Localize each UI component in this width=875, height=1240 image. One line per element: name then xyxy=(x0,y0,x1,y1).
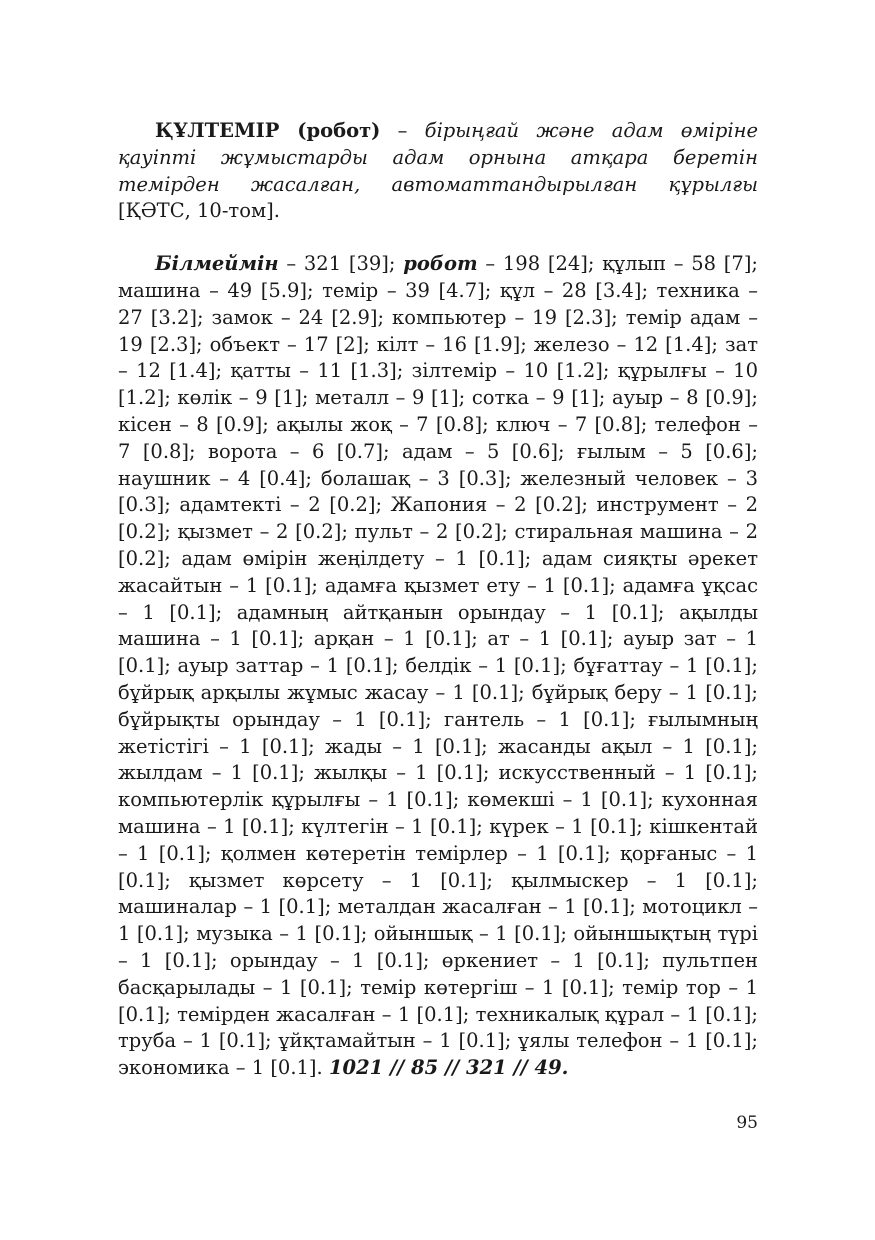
response-values-second: – 198 [24]; xyxy=(477,252,603,276)
headword: ҚҰЛТЕМІР (робот) xyxy=(155,119,381,142)
definition-source: [ҚӘТС, 10-том]. xyxy=(118,199,280,223)
page-body xyxy=(118,118,758,1082)
response-term-first: Білмеймін xyxy=(155,252,279,276)
page-number: 95 xyxy=(736,1113,758,1133)
responses-paragraph xyxy=(118,251,758,1082)
definition-paragraph xyxy=(118,118,758,225)
response-term-second: робот xyxy=(403,252,478,276)
response-totals: 1021 // 85 // 321 // 49. xyxy=(328,1056,569,1080)
headword-dash: – xyxy=(380,119,425,142)
response-values-first: – 321 [39]; xyxy=(278,252,404,276)
definition-text: бірыңғай және адам өміріне қауіпті жұмыстарды адам орнына атқара беретін темірден жасалған, автоматтандырылған құрылғы xyxy=(118,119,758,196)
response-list: құлып – 58 [7]; машина – 49 [5.9]; темір – 39 [4.7]; құл – 28 [3.4]; техника – 27 [3.2]; замок – 24 [2.9]; компьютер – 19 [2.3]; темір адам – 19 [2.3]; объект – 17 [2]; кілт – 16 [1.9]; железо – 12 [1.4]; зат – 12 [1.4]; қатты – 11 [1.3]; зілтемір – 10 [1.2]; құрылғы – 10 [1.2]; көлік – 9 [1]; металл – 9 [1]; сотка – 9 [1]; ауыр – 8 [0.9]; кісен – 8 [0.9]; ақылы жоқ – 7 [0.8]; ключ – 7 [0.8]; телефон – 7 [0.8]; ворота – 6 [0.7]; адам – 5 [0.6]; ғылым – 5 [0.6]; наушник – 4 [0.4]; болашақ – 3 [0.3]; железный человек – 3 [0.3]; адамтекті – 2 [0.2]; Жапония – 2 [0.2]; инструмент – 2 [0.2]; қызмет – 2 [0.2]; пульт – 2 [0.2]; стиральная машина – 2 [0.2]; адам өмірін жеңілдету – 1 [0.1]; адам сияқты әрекет жасайтын – 1 [0.1]; адамға қызмет ету – 1 [0.1]; адамға ұқсас – 1 [0.1]; адамның айтқанын орындау – 1 [0.1]; ақылды машина – 1 [0.1]; арқан – 1 [0.1]; ат – 1 [0.1]; ауыр зат – 1 [0.1]; ауыр заттар – 1 [0.1]; белдік – 1 [0.1]; бұғаттау – 1 [0.1]; бұйрық арқылы жұмыс жасау – 1 [0.1]; бұйрық беру – 1 [0.1]; бұйрықты орындау – 1 [0.1]; гантель – 1 [0.1]; ғылымның жетістігі – 1 [0.1]; жады – 1 [0.1]; жасанды ақыл – 1 [0.1]; жылдам – 1 [0.1]; жылқы – 1 [0.1]; искусственный – 1 [0.1]; компьютерлік құрылғы – 1 [0.1]; көмекші – 1 [0.1]; кухонная машина – 1 [0.1]; күлтегін – 1 [0.1]; күрек – 1 [0.1]; кішкентай – 1 [0.1]; қолмен көтеретін темірлер – 1 [0.1]; қорғаныс – 1 [0.1]; қызмет көрсету – 1 [0.1]; қылмыскер – 1 [0.1]; машиналар – 1 [0.1]; металдан жасалған – 1 [0.1]; мотоцикл – 1 [0.1]; музыка – 1 [0.1]; ойыншық – 1 [0.1]; ойыншықтың түрі – 1 [0.1]; орындау – 1 [0.1]; өркениет – 1 [0.1]; пультпен басқарылады – 1 [0.1]; темір көтергіш – 1 [0.1]; темір тор – 1 [0.1]; темірден жасалған – 1 [0.1]; техникалық құрал – 1 [0.1]; труба – 1 [0.1]; ұйқтамайтын – 1 [0.1]; ұялы телефон – 1 [0.1]; экономика – 1 [0.1]. xyxy=(118,252,758,1080)
